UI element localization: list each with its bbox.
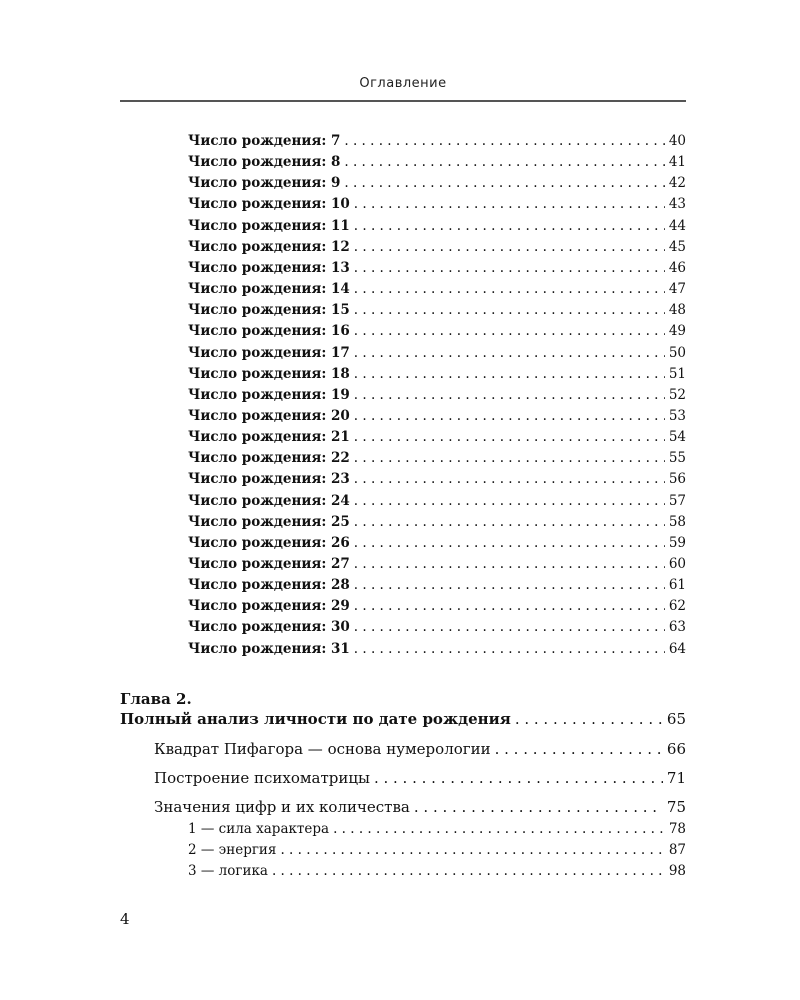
toc-entry-label: Число рождения: 25: [188, 513, 350, 530]
toc-entry-subsection[interactable]: [188, 842, 686, 858]
toc-entry-page: 78: [668, 821, 686, 837]
toc-entry-label: Число рождения: 12: [188, 238, 350, 255]
toc-entry-label: Число рождения: 28: [188, 577, 350, 594]
toc-entry-label: Число рождения: 20: [188, 407, 350, 424]
toc-entry-birth-number[interactable]: [188, 408, 686, 424]
toc-entry-page: 55: [668, 450, 686, 467]
toc-entry-label: 1 — сила характера: [188, 821, 330, 837]
toc-entry-label: Число рождения: 15: [188, 302, 350, 319]
dot-leader: [354, 260, 665, 276]
toc-entry-section[interactable]: [154, 769, 686, 787]
toc-entry-label: Число рождения: 30: [188, 619, 350, 636]
toc-entry-page: 57: [668, 492, 686, 509]
toc-entry-subsection[interactable]: [188, 863, 686, 879]
toc-entry-label: 2 — энергия: [188, 842, 277, 858]
chapter-number: Глава 2.: [120, 690, 192, 708]
toc-entry-page: 64: [668, 640, 686, 657]
toc-entry-page: 40: [668, 133, 686, 149]
dot-leader: [354, 218, 665, 234]
toc-entry-label: Число рождения: 9: [188, 175, 341, 192]
header-rule: [120, 100, 686, 102]
dot-leader: [495, 740, 663, 758]
toc-entry-page: 53: [668, 407, 686, 424]
toc-entry-chapter-2[interactable]: [120, 710, 686, 728]
dot-leader: [354, 239, 665, 255]
dot-leader: [344, 133, 664, 149]
toc-entry-label: Полный анализ личности по дате рождения: [120, 710, 511, 728]
dot-leader: [515, 710, 663, 728]
dot-leader: [354, 281, 665, 297]
toc-entry-label: Квадрат Пифагора — основа нумерологии: [154, 740, 491, 758]
dot-leader: [414, 798, 663, 816]
toc-entry-page: 59: [668, 534, 686, 551]
toc-entry-label: Число рождения: 21: [188, 429, 350, 446]
toc-entry-label: Число рождения: 19: [188, 386, 350, 403]
toc-entry-page: 56: [668, 471, 686, 488]
dot-leader: [354, 641, 665, 657]
toc-entry-page: 98: [668, 863, 686, 879]
toc-entry-page: 63: [668, 619, 686, 636]
dot-leader: [354, 429, 665, 445]
dot-leader: [354, 323, 665, 339]
toc-entry-label: Число рождения: 7: [188, 133, 341, 149]
dot-leader: [354, 366, 665, 382]
toc-entry-label: Число рождения: 23: [188, 471, 350, 488]
dot-leader: [344, 154, 664, 170]
dot-leader: [280, 842, 664, 858]
toc-entry-page: 66: [666, 740, 686, 758]
toc-entry-birth-number[interactable]: [188, 260, 686, 276]
toc-entry-birth-number[interactable]: [188, 133, 686, 149]
toc-entry-birth-number[interactable]: [188, 366, 686, 382]
toc-entry-label: Число рождения: 24: [188, 492, 350, 509]
dot-leader: [344, 175, 664, 191]
toc-entry-page: 52: [668, 386, 686, 403]
dot-leader: [354, 302, 665, 318]
toc-entry-birth-number[interactable]: [188, 450, 686, 466]
toc-entry-page: 50: [668, 344, 686, 361]
toc-entry-page: 42: [668, 175, 686, 192]
toc-entry-label: Число рождения: 22: [188, 450, 350, 467]
toc-entry-label: Число рождения: 26: [188, 534, 350, 551]
toc-entry-page: 58: [668, 513, 686, 530]
dot-leader: [333, 821, 665, 837]
toc-entry-page: 51: [668, 365, 686, 382]
toc-entry-page: 60: [668, 556, 686, 572]
toc-entry-page: 43: [668, 196, 686, 213]
toc-entry-label: 3 — логика: [188, 863, 268, 879]
toc-entry-birth-number[interactable]: [188, 493, 686, 509]
toc-entry-page: 61: [668, 577, 686, 594]
dot-leader: [354, 196, 665, 212]
toc-entry-page: 45: [668, 238, 686, 255]
toc-entry-section[interactable]: [154, 740, 686, 758]
toc-entry-label: Число рождения: 31: [188, 640, 350, 657]
toc-entry-subsection[interactable]: [188, 821, 686, 837]
toc-entry-birth-number[interactable]: [188, 218, 686, 234]
toc-entry-birth-number[interactable]: [188, 281, 686, 297]
dot-leader: [354, 535, 665, 551]
toc-entry-birth-number[interactable]: [188, 641, 686, 657]
toc-entry-label: Число рождения: 27: [188, 556, 350, 572]
toc-entry-birth-number[interactable]: [188, 387, 686, 403]
toc-entry-page: 54: [668, 429, 686, 446]
toc-entry-birth-number[interactable]: [188, 535, 686, 551]
toc-entry-birth-number[interactable]: [188, 302, 686, 318]
toc-entry-page: 47: [668, 281, 686, 298]
toc-entry-page: 87: [668, 842, 686, 858]
toc-entry-label: Число рождения: 14: [188, 281, 350, 298]
dot-leader: [354, 408, 665, 424]
dot-leader: [354, 493, 665, 509]
dot-leader: [354, 577, 665, 593]
dot-leader: [354, 514, 665, 530]
toc-entry-label: Построение психоматрицы: [154, 769, 370, 787]
dot-leader: [354, 556, 665, 572]
dot-leader: [354, 598, 665, 614]
toc-entry-birth-number[interactable]: [188, 577, 686, 593]
dot-leader: [354, 387, 665, 403]
toc-entry-label: Число рождения: 8: [188, 154, 341, 171]
toc-entry-page: 44: [668, 217, 686, 234]
dot-leader: [354, 619, 665, 635]
toc-entry-label: Число рождения: 18: [188, 365, 350, 382]
toc-entry-birth-number[interactable]: [188, 598, 686, 614]
toc-entry-birth-number[interactable]: [188, 429, 686, 445]
dot-leader: [354, 450, 665, 466]
toc-entry-birth-number[interactable]: [188, 154, 686, 170]
toc-entry-page: 65: [666, 710, 686, 728]
dot-leader: [374, 769, 663, 787]
toc-entry-label: Число рождения: 10: [188, 196, 350, 213]
toc-entry-page: 49: [668, 323, 686, 340]
dot-leader: [354, 471, 665, 487]
toc-entry-label: Значения цифр и их количества: [154, 798, 410, 816]
toc-entry-birth-number[interactable]: [188, 514, 686, 530]
toc-entry-page: 62: [668, 598, 686, 615]
page-number: 4: [120, 910, 130, 928]
toc-entry-birth-number[interactable]: [188, 196, 686, 212]
toc-entry-birth-number[interactable]: [188, 345, 686, 361]
toc-entry-page: 75: [666, 798, 686, 816]
toc-entry-birth-number[interactable]: [188, 556, 686, 572]
toc-entry-label: Число рождения: 16: [188, 323, 350, 340]
toc-entry-label: Число рождения: 17: [188, 344, 350, 361]
toc-entry-label: Число рождения: 29: [188, 598, 350, 615]
toc-entry-section[interactable]: [154, 798, 686, 816]
toc-entry-page: 41: [668, 154, 686, 171]
toc-entry-page: 48: [668, 302, 686, 319]
toc-entry-birth-number[interactable]: [188, 471, 686, 487]
toc-entry-birth-number[interactable]: [188, 619, 686, 635]
toc-entry-page: 71: [666, 769, 686, 787]
dot-leader: [354, 345, 665, 361]
running-head: Оглавление: [359, 76, 447, 91]
dot-leader: [272, 863, 665, 879]
toc-entry-birth-number[interactable]: [188, 323, 686, 339]
toc-entry-label: Число рождения: 13: [188, 259, 350, 276]
toc-entry-page: 46: [668, 259, 686, 276]
toc-entry-birth-number[interactable]: [188, 175, 686, 191]
toc-entry-label: Число рождения: 11: [188, 217, 350, 234]
toc-entry-birth-number[interactable]: [188, 239, 686, 255]
